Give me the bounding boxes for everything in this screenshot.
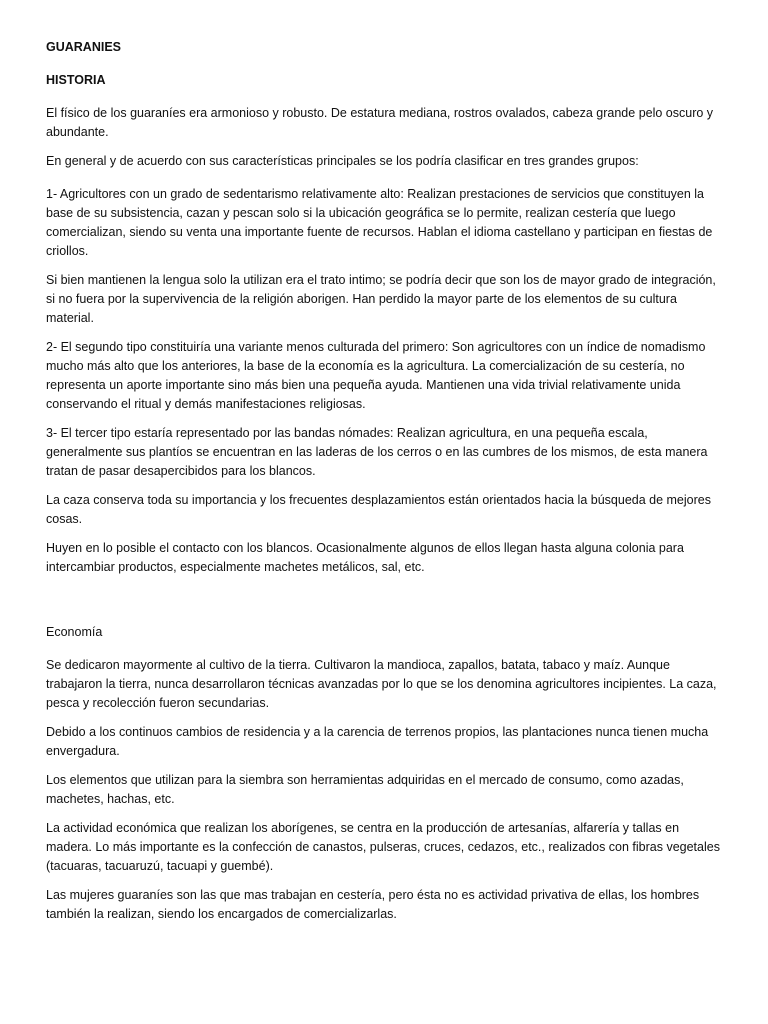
history-paragraph: Si bien mantienen la lengua solo la utilizan era el trato intimo; se podría decir que son los de mayor grado de integración, si no fuera por la supervivencia de la religión aborigen. Han perdido la mayor parte de los elementos de su cultura material.: [46, 273, 716, 325]
document-page: [46, 38, 726, 934]
history-paragraph: Huyen en lo posible el contacto con los blancos. Ocasionalmente algunos de ellos llegan hasta alguna colonia para intercambiar productos, especialmente machetes metálicos, sal, etc.: [46, 541, 684, 574]
economy-heading: Economía: [46, 625, 103, 639]
document-title: GUARANIES: [46, 40, 122, 54]
history-paragraph: En general y de acuerdo con sus características principales se los podría clasificar en tres grandes grupos:: [46, 154, 639, 168]
history-paragraph: 1- Agricultores con un grado de sedentarismo relativamente alto: Realizan prestaciones de servicios que constituyen la base de su subsistencia, cazan y pescan solo si la ubicación geográfica se lo permite, realizan cestería que luego comercializan, siendo su venta una importante fuente de recursos. Hablan el idioma castellano y participan en fiestas de criollos.: [46, 187, 713, 258]
section-spacer: [46, 587, 726, 623]
economy-paragraph: Los elementos que utilizan para la siembra son herramientas adquiridas en el mercado de consumo, como azadas, machetes, hachas, etc.: [46, 773, 684, 806]
history-paragraph: 2- El segundo tipo constituiría una variante menos culturada del primero: Son agricultores con un índice de nomadismo mucho más alto que los anteriores, la base de la economía es la agricultura. La comercialización de su cestería, no representa un aporte importante sino más bien una pequeña ayuda. Mantienen una vida trivial relativamente unida conservando el ritual y demás manifestaciones religiosas.: [46, 340, 706, 411]
economy-paragraph: Las mujeres guaraníes son las que mas trabajan en cestería, pero ésta no es actividad privativa de ellas, los hombres también la realizan, siendo los encargados de comercializarlas.: [46, 888, 700, 921]
economy-paragraph: Se dedicaron mayormente al cultivo de la tierra. Cultivaron la mandioca, zapallos, batata, tabaco y maíz. Aunque trabajaron la tierra, nunca desarrollaron técnicas avanzadas por lo que se los denomina agricultores incipientes. La caza, pesca y recolección fueron secundarias.: [46, 658, 717, 710]
economy-paragraph: La actividad económica que realizan los aborígenes, se centra en la producción de artesanías, alfarería y tallas en madera. Lo más importante es la confección de canastos, pulseras, cruces, cedazos, etc., realizados con fibras vegetales (tacuaras, tacuaruzú, tacuapi y guembé).: [46, 821, 720, 873]
history-paragraph: 3- El tercer tipo estaría representado por las bandas nómades: Realizan agricultura, en una pequeña escala, generalmente sus plantíos se encuentran en las laderas de los cerros o en las cumbres de los mismos, de esta manera tratan de pasar desapercibidos para los blancos.: [46, 426, 708, 478]
history-paragraph: La caza conserva toda su importancia y los frecuentes desplazamientos están orientados hacia la búsqueda de mejores cosas.: [46, 493, 711, 526]
history-heading: HISTORIA: [46, 73, 106, 87]
history-paragraph: El físico de los guaraníes era armonioso y robusto. De estatura mediana, rostros ovalados, cabeza grande pelo oscuro y abundante.: [46, 106, 714, 139]
economy-paragraph: Debido a los continuos cambios de residencia y a la carencia de terrenos propios, las plantaciones nunca tienen mucha envergadura.: [46, 725, 709, 758]
